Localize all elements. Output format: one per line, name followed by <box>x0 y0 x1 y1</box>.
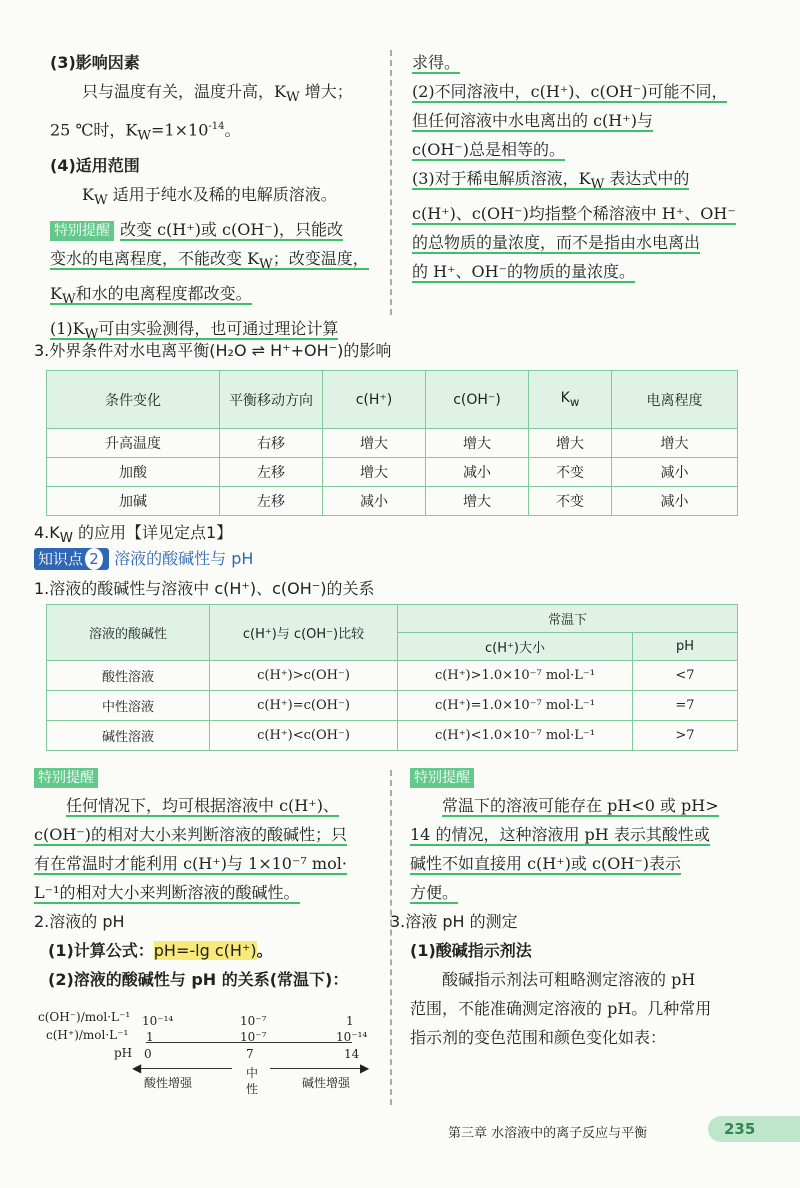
rb-para-3: 指示剂的变色范围和颜色变化如表： <box>410 1028 667 1047</box>
table-cell: 增大 <box>323 458 426 487</box>
heading-influencing-factors: (3)影响因素 <box>50 53 140 72</box>
special-reminder-tag: 特别提醒 <box>410 768 474 788</box>
table-row <box>47 661 738 691</box>
table-cell: 减小 <box>612 487 738 516</box>
table-cell: 不变 <box>529 458 612 487</box>
paragraph-temperature: 只与温度有关，温度升高，$K_W$ 增大； <box>82 82 353 106</box>
lb-line-1: 任何情况下，均可根据溶液中 c(H⁺)、 <box>66 796 339 815</box>
table-cell: 右移 <box>220 429 323 458</box>
table-cell: 碱性溶液 <box>47 721 210 751</box>
rb-line-3: 碱性不如直接用 c(H⁺)或 c(OH⁻)表示 <box>410 854 681 873</box>
table-cell: 升高温度 <box>47 429 220 458</box>
left-top-column <box>50 48 385 349</box>
table-row <box>47 458 738 487</box>
lb-line-4: L⁻¹的相对大小来判断溶液的酸碱性。 <box>34 883 300 902</box>
relation-title: (2)溶液的酸碱性与 pH 的关系(常温下)： <box>48 970 349 989</box>
special-reminder-tag: 特别提醒 <box>50 221 114 241</box>
knowledge-point-heading <box>34 546 253 570</box>
table-cell: 增大 <box>323 429 426 458</box>
neutral-label: 中 <box>246 1066 259 1080</box>
formula-line: (1)计算公式：pH=-lg c(H⁺)。 <box>48 941 273 960</box>
chapter-footer: 第三章 水溶液中的离子反应与平衡 <box>448 1126 648 1141</box>
acid-arrow <box>138 1068 232 1069</box>
acid-base-table <box>46 604 738 751</box>
h-value: 10⁻¹⁴ <box>336 1030 368 1044</box>
table1-header: $K_w$ <box>529 371 612 429</box>
oh-value: 1 <box>346 1014 354 1028</box>
table2-header: c(H⁺)与 c(OH⁻)比较 <box>210 605 398 661</box>
right-line-8: 的 H⁺、OH⁻的物质的量浓度。 <box>412 262 636 282</box>
table-row <box>47 691 738 721</box>
table-cell: c(H⁺)<1.0×10⁻⁷ mol·L⁻¹ <box>398 721 633 751</box>
table2-header: pH <box>633 633 738 661</box>
note-line-3: $K_W$和水的电离程度都改变。 <box>50 284 252 308</box>
table-cell: 增大 <box>426 487 529 516</box>
lb-line-3: 有在常温时才能利用 c(H⁺)与 1×10⁻⁷ mol· <box>34 854 347 873</box>
table-cell: c(H⁺)>1.0×10⁻⁷ mol·L⁻¹ <box>398 661 633 691</box>
section-2-title: 2.溶液的 pH <box>34 912 125 931</box>
table1-header: 条件变化 <box>47 371 220 429</box>
rb-line-2: 14 的情况，这种溶液用 pH 表示其酸性或 <box>410 825 710 844</box>
base-arrow <box>270 1068 364 1069</box>
table1-header: c(H⁺) <box>323 371 426 429</box>
table-cell: c(H⁺)>c(OH⁻) <box>210 661 398 691</box>
base-label: 碱性增强 <box>302 1076 351 1090</box>
table-cell: 酸性溶液 <box>47 661 210 691</box>
oh-value: 10⁻⁷ <box>240 1014 267 1028</box>
right-line-3: 但任何溶液中水电离出的 c(H⁺)与 <box>412 111 653 130</box>
right-line-1: 求得。 <box>412 53 461 72</box>
table1-header: c(OH⁻) <box>426 371 529 429</box>
table-cell: 加碱 <box>47 487 220 516</box>
neutral-label: 性 <box>246 1082 259 1096</box>
arrow-right-icon: ▶ <box>360 1061 370 1075</box>
oh-axis-label: c(OH⁻)/mol·L⁻¹ <box>38 1010 131 1024</box>
table-cell: c(H⁺)=1.0×10⁻⁷ mol·L⁻¹ <box>398 691 633 721</box>
table-cell: 增大 <box>529 429 612 458</box>
table-cell: 左移 <box>220 487 323 516</box>
ph-axis-label: pH <box>114 1046 133 1060</box>
ph-scale-diagram <box>34 1010 380 1100</box>
right-line-4: c(OH⁻)总是相等的。 <box>412 140 565 159</box>
ph-value: 0 <box>144 1047 152 1061</box>
table-cell: c(H⁺)<c(OH⁻) <box>210 721 398 751</box>
table1-header-row <box>47 371 738 429</box>
paragraph-scope: $K_W$ 适用于纯水及稀的电解质溶液。 <box>82 184 337 208</box>
oh-value: 10⁻¹⁴ <box>142 1014 174 1028</box>
table-cell: 中性溶液 <box>47 691 210 721</box>
rb-line-1: 常温下的溶液可能存在 pH<0 或 pH> <box>442 796 719 815</box>
table-cell: 增大 <box>612 429 738 458</box>
table2-header-group: 常温下 <box>398 605 738 633</box>
paragraph-kw-value: 25 ℃时，$K_W=1\times 10^{-14}$。 <box>50 120 241 144</box>
table-row <box>47 429 738 458</box>
table-cell: 减小 <box>612 458 738 487</box>
column-divider-top <box>390 50 392 315</box>
rb-line-4: 方便。 <box>410 883 459 902</box>
table2-header: 溶液的酸碱性 <box>47 605 210 661</box>
lb-line-2: c(OH⁻)的相对大小来判断溶液的酸碱性；只 <box>34 825 347 844</box>
subsection-1-title: 1.溶液的酸碱性与溶液中 c(H⁺)、c(OH⁻)的关系 <box>34 579 375 598</box>
h-axis-label: c(H⁺)/mol·L⁻¹ <box>46 1028 129 1042</box>
table-row <box>47 721 738 751</box>
right-top-column <box>412 48 752 286</box>
note-line-4: $(1)K_W$可由实验测得，也可通过理论计算 <box>50 319 339 343</box>
ph-value: 7 <box>246 1047 254 1061</box>
table-cell: 加酸 <box>47 458 220 487</box>
arrow-left-icon: ◀ <box>132 1061 142 1075</box>
table2-header: c(H⁺)大小 <box>398 633 633 661</box>
right-line-7: 的总物质的量浓度，而不是指由水电离出 <box>412 233 701 253</box>
indicator-method-title: (1)酸碱指示剂法 <box>410 941 532 960</box>
page-number: 235 <box>708 1116 800 1142</box>
table1-header: 平衡移动方向 <box>220 371 323 429</box>
rb-para-1: 酸碱指示剂法可粗略测定溶液的 pH <box>442 970 696 989</box>
table2-header-row <box>47 605 738 633</box>
table-cell: 减小 <box>323 487 426 516</box>
right-line-6: c(H⁺)、c(OH⁻)均指整个稀溶液中 H⁺、OH⁻ <box>412 204 736 224</box>
knowledge-point-badge: 知识点 2 <box>34 548 109 570</box>
left-bottom-column <box>34 762 380 994</box>
right-line-5: (3)对于稀电解质溶液，$K_W$ 表达式中的 <box>412 169 690 193</box>
ph-value: 14 <box>344 1047 360 1061</box>
right-line-2: (2)不同溶液中，c(H⁺)、c(OH⁻)可能不同， <box>412 82 728 101</box>
knowledge-point-title: 溶液的酸碱性与 pH <box>114 549 254 568</box>
water-equilibrium-table <box>46 370 738 516</box>
section-3-measure-title: 3.溶液 pH 的测定 <box>390 912 518 931</box>
section-4-title: $4.K_W$ 的应用【详见定点1】 <box>34 523 233 547</box>
table-cell: c(H⁺)=c(OH⁻) <box>210 691 398 721</box>
table-cell: =7 <box>633 691 738 721</box>
heading-scope: (4)适用范围 <box>50 155 140 175</box>
rb-para-2: 范围，不能准确测定溶液的 pH。几种常用 <box>410 999 712 1018</box>
table-cell: >7 <box>633 721 738 751</box>
section-3-title: 3.外界条件对水电离平衡(H₂O ⇌ H⁺+OH⁻)的影响 <box>34 341 392 360</box>
table-cell: 减小 <box>426 458 529 487</box>
acid-label: 酸性增强 <box>144 1076 193 1090</box>
ph-scale-line <box>146 1042 352 1043</box>
column-divider-bottom <box>390 770 392 1105</box>
ph-formula: pH=-lg c(H⁺) <box>153 941 257 960</box>
h-value: 1 <box>146 1030 154 1044</box>
special-reminder-tag: 特别提醒 <box>34 768 98 788</box>
right-bottom-column <box>390 762 755 1052</box>
table-cell: 左移 <box>220 458 323 487</box>
table-row <box>47 487 738 516</box>
h-value: 10⁻⁷ <box>240 1030 267 1044</box>
table-cell: <7 <box>633 661 738 691</box>
note-line-1: 特别提醒 改变 c(H⁺)或 c(OH⁻)，只能改 <box>50 215 385 244</box>
table1-header: 电离程度 <box>612 371 738 429</box>
note-line-2: 变水的电离程度，不能改变 $K_W$；改变温度， <box>50 248 369 273</box>
table-cell: 不变 <box>529 487 612 516</box>
table-cell: 增大 <box>426 429 529 458</box>
